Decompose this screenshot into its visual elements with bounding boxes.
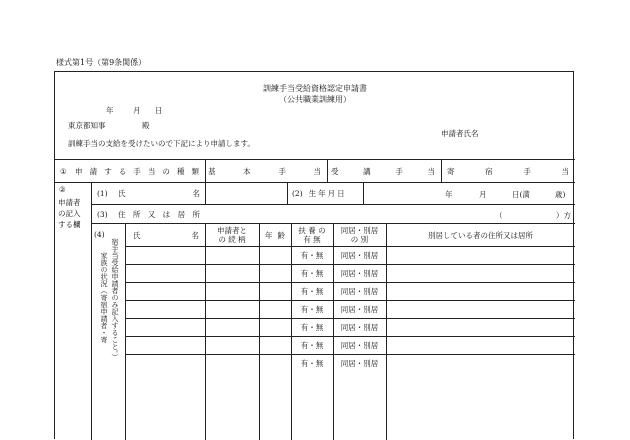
birth-age-unit: 歳) — [555, 190, 566, 199]
birth-date-label: (2) 生年月日 — [292, 189, 347, 198]
support-option: 有・無 — [300, 359, 324, 368]
separate-address-header: 別居している者の住所又は居所 — [428, 230, 533, 240]
cohabit-option: 同居・別居 — [340, 323, 379, 332]
training-allowance: 受 講 手 当 — [331, 166, 435, 176]
support-option: 有・無 — [300, 341, 324, 350]
applicant-name-label: 申請者氏名 — [441, 129, 479, 138]
allowance-type-label: 申 請 す る 手 当 の 種 類 — [75, 166, 199, 176]
application-statement: 訓練手当の支給を受けたいので下記により申請します。 — [68, 139, 255, 148]
cohabit-option: 同居・別居 — [340, 305, 379, 314]
address-open-paren: （ — [495, 211, 503, 220]
family-status-vertical: 家族の状況（寄宿申請者・寄 — [100, 252, 108, 343]
support-option: 有・無 — [300, 269, 324, 278]
section-2-label: 申請者 の記入 する欄 — [58, 198, 81, 229]
family-note-vertical: 宿手当受給申請者のみ記入すること。） — [111, 238, 119, 361]
cohabit-option: 同居・別居 — [340, 251, 379, 260]
family-number: (4) — [94, 230, 105, 239]
section-1-number: ① — [60, 166, 67, 176]
date-year: 年 — [106, 106, 114, 115]
application-form — [54, 71, 574, 439]
birth-day-age: 日(満 — [512, 190, 530, 199]
support-header: 扶 養 の 有 無 — [298, 226, 326, 244]
addressee-honorific: 殿 — [142, 121, 150, 130]
support-option: 有・無 — [300, 305, 324, 314]
cohabit-header: 同居・別居 の 別 — [340, 226, 379, 244]
cohabit-option: 同居・別居 — [340, 359, 379, 368]
cohabit-option: 同居・別居 — [340, 341, 379, 350]
basic-allowance: 基 本 手 当 — [208, 166, 321, 176]
birth-year: 年 — [445, 190, 453, 199]
family-name-header: 氏 名 — [133, 230, 199, 240]
date-day: 日 — [155, 106, 163, 115]
address-number: (3) — [97, 209, 108, 219]
date-month: 月 — [133, 106, 141, 115]
support-option: 有・無 — [300, 287, 324, 296]
support-option: 有・無 — [300, 323, 324, 332]
age-header: 年 齢 — [265, 230, 285, 240]
address-label: 住 所 又 は 居 所 — [118, 209, 200, 219]
relation-header: 申請者と の 続 柄 — [217, 226, 247, 244]
section-2-number: ② — [59, 185, 66, 194]
addressee-name: 東京都知事 — [68, 121, 106, 130]
dormitory-allowance: 寄 宿 手 当 — [447, 166, 569, 176]
support-option: 有・無 — [300, 251, 324, 260]
form-number: 様式第1号（第9条関係） — [56, 58, 147, 67]
birth-month: 月 — [479, 190, 487, 199]
cohabit-option: 同居・別居 — [340, 269, 379, 278]
form-title: 訓練手当受給資格認定申請書 — [263, 84, 367, 93]
name-label: 氏 名 — [118, 189, 200, 198]
name-number: (1) — [97, 189, 108, 198]
form-subtitle: （公共職業訓練用） — [279, 95, 351, 104]
cohabit-option: 同居・別居 — [340, 287, 379, 296]
address-close-paren: ）方 — [556, 211, 571, 220]
